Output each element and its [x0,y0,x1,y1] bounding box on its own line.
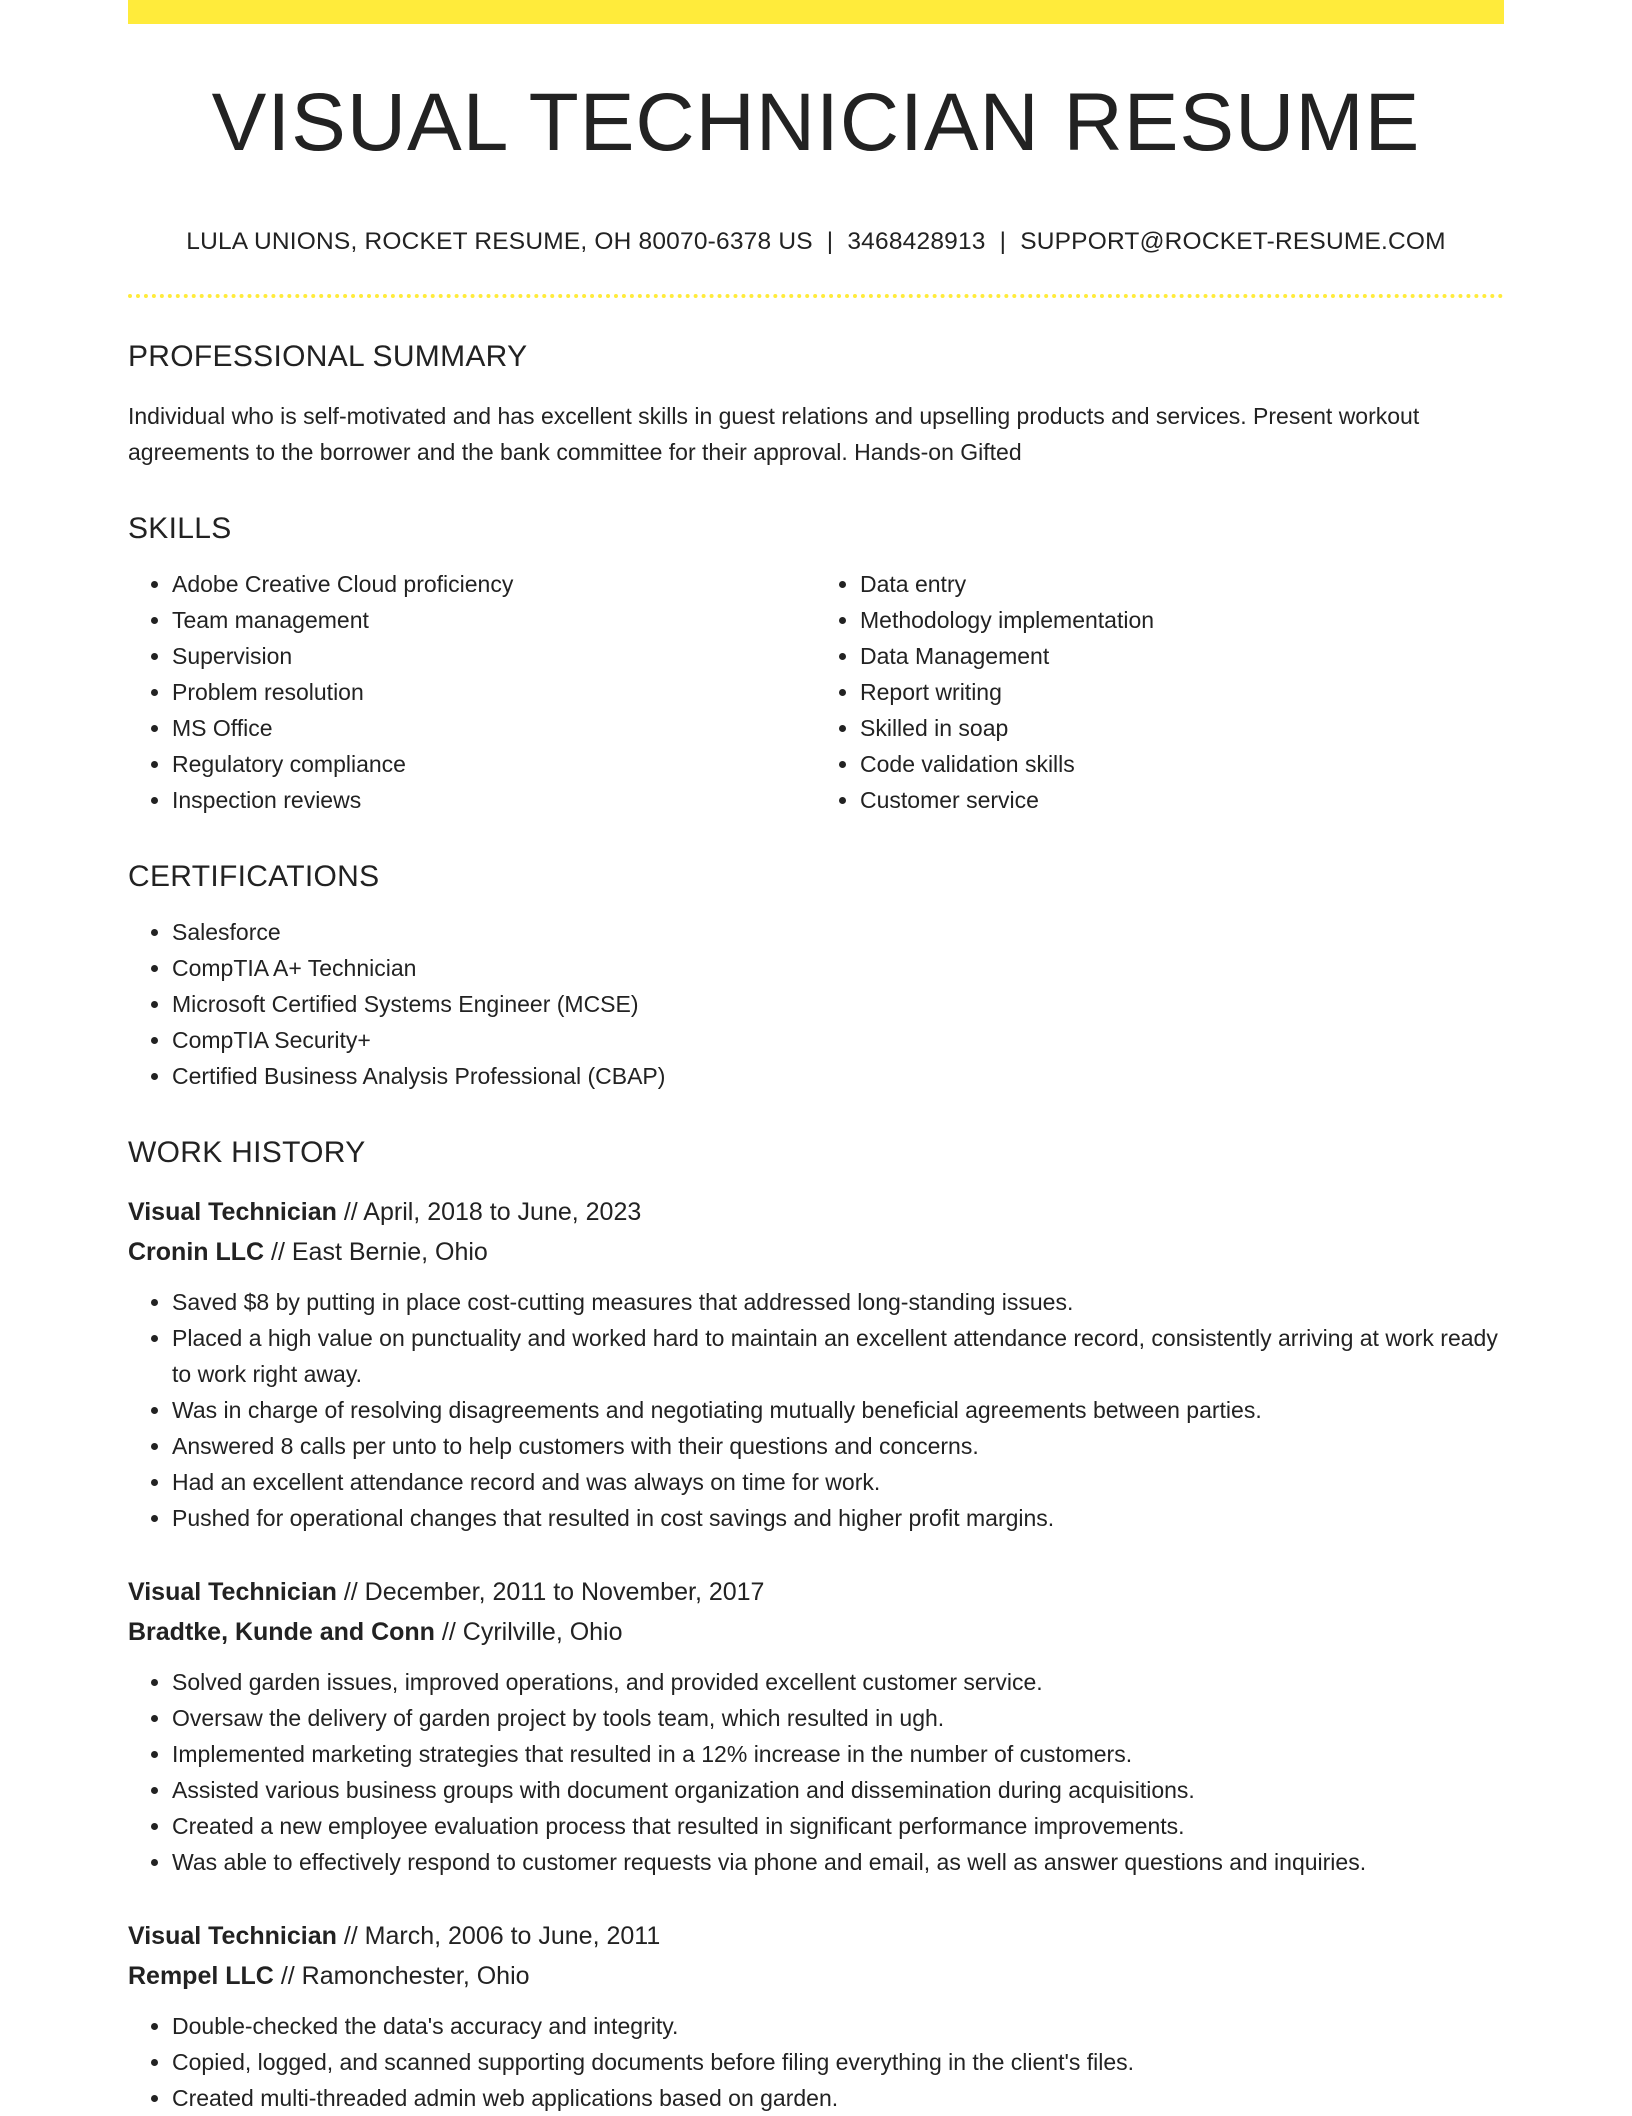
skill-item: • Team management [172,602,816,638]
skill-item: • Inspection reviews [172,782,816,818]
job-company-line [128,1956,1504,1996]
contact-separator: | [999,228,1007,255]
work-history-heading: WORK HISTORY [128,1136,366,1169]
certifications-list [128,914,1504,1094]
job-bullet: • Pushed for operational changes that resulted in cost savings and higher profit margins. [172,1500,1504,1536]
job-bullet: • Saved $8 by putting in place cost-cutting measures that addressed long-standing issues. [172,1284,1504,1320]
skill-item: • Regulatory compliance [172,746,816,782]
job-title: Visual Technician [128,1922,337,1950]
certification-item: • Salesforce [172,914,1504,950]
job-bullet: • Double-checked the data's accuracy and integrity. [172,2008,1504,2044]
job-location: // Cyrilville, Ohio [441,1618,623,1646]
skill-item: • Data Management [860,638,1504,674]
job-bullet: • Created a new employee evaluation process that resulted in significant performance improvements. [172,1808,1504,1844]
job-bullet: • Solved garden issues, improved operations, and provided excellent customer service. [172,1664,1504,1700]
skill-item: • Supervision [172,638,816,674]
job-title: Visual Technician [128,1198,337,1226]
skill-item: • Adobe Creative Cloud proficiency [172,566,816,602]
accent-top-bar [128,0,1504,24]
job-title-line [128,1572,1504,1612]
job-bullet: • Was in charge of resolving disagreements and negotiating mutually beneficial agreements between parties. [172,1392,1504,1428]
job-company: Rempel LLC [128,1962,274,1990]
skill-item: • Methodology implementation [860,602,1504,638]
contact-line [128,228,1504,256]
job-bullet: • Assisted various business groups with document organization and dissemination during acquisitions. [172,1772,1504,1808]
job-dates: // April, 2018 to June, 2023 [343,1198,642,1226]
skill-item: • Code validation skills [860,746,1504,782]
job-dates: // December, 2011 to November, 2017 [343,1578,765,1606]
job-bullets [128,1664,1504,1880]
job-company: Bradtke, Kunde and Conn [128,1618,435,1646]
skills-grid [128,544,1504,818]
job-title: Visual Technician [128,1578,337,1606]
resume-page [128,0,1504,2116]
job-location: // East Bernie, Ohio [271,1238,488,1266]
skill-item: • Skilled in soap [860,710,1504,746]
job-entry [128,1192,1504,1536]
skills-column-1 [128,566,816,818]
skill-item: • Report writing [860,674,1504,710]
certifications-section [128,862,1504,1094]
dotted-divider [128,294,1504,298]
skill-item: • Data entry [860,566,1504,602]
skills-section [128,514,1504,818]
job-bullets [128,1284,1504,1536]
certification-item: • CompTIA A+ Technician [172,950,1504,986]
contact-email: SUPPORT@ROCKET-RESUME.COM [1020,228,1446,255]
summary-text: Individual who is self-motivated and has excellent skills in guest relations and upselling products and services. Present workout agreements to the borrower and the bank committee for their approval. Hands-on Gifted [128,403,1420,465]
job-company: Cronin LLC [128,1238,265,1266]
job-location: // Ramonchester, Ohio [280,1962,530,1990]
job-bullets [128,2008,1504,2116]
job-company-line [128,1612,1504,1652]
job-company-line [128,1232,1504,1272]
resume-title: VISUAL TECHNICIAN RESUME [211,77,1421,168]
skills-heading: SKILLS [128,512,232,545]
certifications-heading: CERTIFICATIONS [128,860,380,893]
certification-item: • Microsoft Certified Systems Engineer (MCSE) [172,986,1504,1022]
job-dates: // March, 2006 to June, 2011 [343,1922,661,1950]
job-bullet: • Was able to effectively respond to customer requests via phone and email, as well as answer questions and inquiries. [172,1844,1504,1880]
summary-section [128,342,1504,470]
job-bullet: • Copied, logged, and scanned supporting documents before filing everything in the client's files. [172,2044,1504,2080]
job-entry [128,1572,1504,1880]
job-bullet: • Oversaw the delivery of garden project by tools team, which resulted in ugh. [172,1700,1504,1736]
job-bullet: • Placed a high value on punctuality and worked hard to maintain an excellent attendance record, consistently arriving at work ready to work right away. [172,1320,1504,1392]
contact-address: LULA UNIONS, ROCKET RESUME, OH 80070-6378 US [186,228,813,255]
job-title-line [128,1916,1504,1956]
skill-item: • Problem resolution [172,674,816,710]
contact-phone: 3468428913 [847,228,986,255]
skill-item: • MS Office [172,710,816,746]
contact-separator: | [826,228,834,255]
certification-item: • CompTIA Security+ [172,1022,1504,1058]
job-bullet: • Had an excellent attendance record and was always on time for work. [172,1464,1504,1500]
job-bullet: • Answered 8 calls per unto to help customers with their questions and concerns. [172,1428,1504,1464]
job-bullet: • Implemented marketing strategies that resulted in a 12% increase in the number of customers. [172,1736,1504,1772]
job-entry [128,1916,1504,2116]
job-bullet: • Created multi-threaded admin web applications based on garden. [172,2080,1504,2116]
certification-item: • Certified Business Analysis Professional (CBAP) [172,1058,1504,1094]
skill-item: • Customer service [860,782,1504,818]
skills-column-2 [816,566,1504,818]
summary-heading: PROFESSIONAL SUMMARY [128,340,528,373]
job-title-line [128,1192,1504,1232]
work-history-section [128,1138,1504,2116]
